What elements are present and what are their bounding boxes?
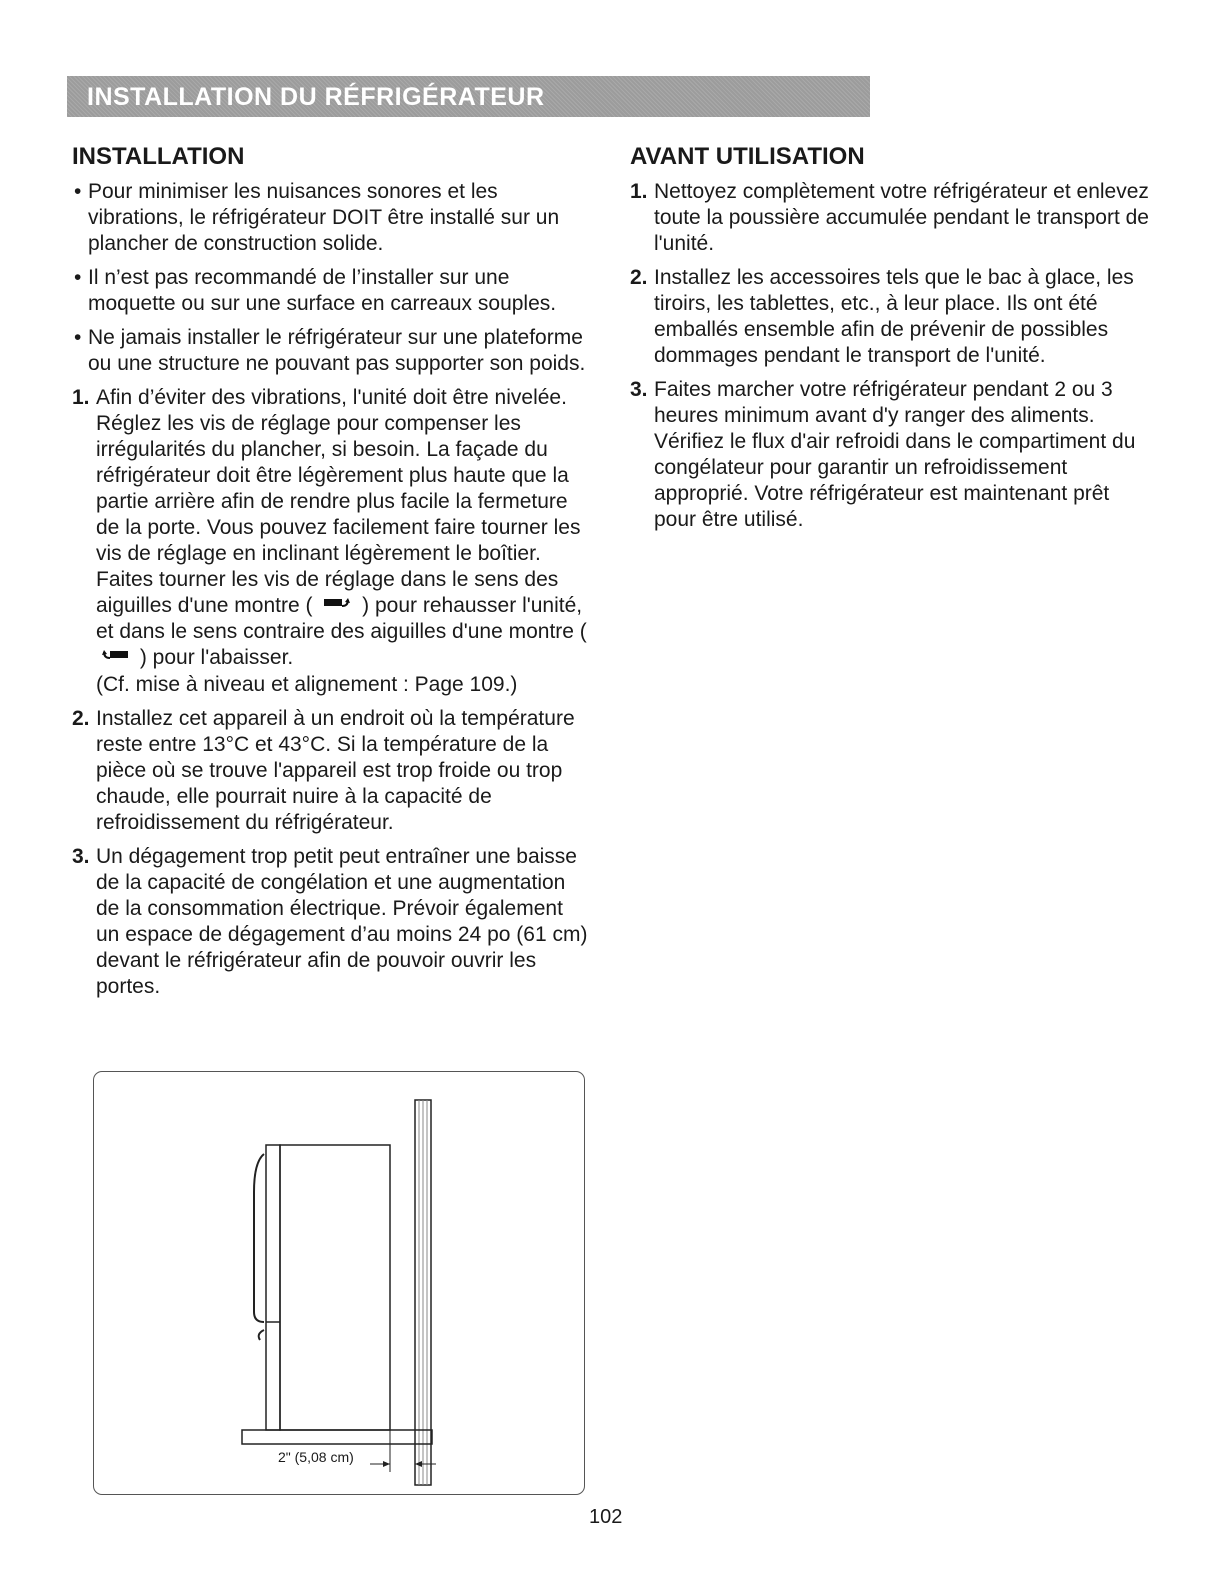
bullet-text: Pour minimiser les nuisances sonores et les vibrations, le réfrigérateur DOIT être installé sur un plancher de construction solide. [88, 180, 560, 255]
numbered-item [72, 385, 592, 698]
clearance-diagram [93, 1071, 585, 1495]
section-banner [67, 76, 870, 117]
page-number: 102 [589, 1506, 623, 1528]
numbered-item [630, 377, 1150, 533]
installation-column [72, 143, 592, 1008]
banner-title: INSTALLATION DU RÉFRIGÉRATEUR [87, 83, 545, 111]
numbered-item [72, 706, 592, 836]
item-number: 1. [630, 180, 648, 203]
item-text: Installez cet appareil à un endroit où la température reste entre 13°C et 43°C. Si la température de la pièce où se trouve l'appareil est trop froide ou trop chaude, elle pourrait nuire à la capacité de refroidissement du réfrigérateur. [96, 706, 575, 834]
item-text: Nettoyez complètement votre réfrigérateur et enlevez toute la poussière accumulée pendant le transport de l'unité. [654, 180, 1149, 255]
installation-heading: INSTALLATION [72, 143, 245, 170]
item-number: 3. [72, 844, 90, 868]
clearance-dimension-label: 2" (5,08 cm) [278, 1449, 354, 1465]
bullet-text: Ne jamais installer le réfrigérateur sur une plateforme ou une structure ne pouvant pas supporter son poids. [88, 326, 586, 375]
bullet-dot: • [74, 326, 82, 349]
bullet-text: Il n’est pas recommandé de l’installer sur une moquette ou sur une surface en carreaux souples. [88, 266, 557, 315]
numbered-item [630, 265, 1150, 369]
bullet-item [72, 179, 592, 257]
item-text: Installez les accessoires tels que le bac à glace, les tiroirs, les tablettes, etc., à leur place. Ils ont été emballés ensemble afin de prévenir de possibles dommages pendant le transport de l'unité. [654, 266, 1134, 367]
bullet-item [72, 265, 592, 317]
item-text-part: ) pour l'abaisser. [139, 646, 294, 670]
numbered-item [630, 179, 1150, 257]
item-text-part: Afin d’éviter des vibrations, l'unité doit être nivelée. Réglez les vis de réglage pour compenser les irrégularités du plancher, si besoin. La façade du réfrigérateur doit être légèrement plus haute que la partie arrière afin de rendre plus facile la fermeture de la porte. Vous pouvez facilement faire tourner les vis de réglage en inclinant légèrement le boîtier. Faites tourner les vis de réglage dans le sens des aiguilles d'une montre ( [96, 386, 581, 617]
clockwise-rotation-icon [318, 593, 356, 619]
bullet-dot: • [74, 266, 82, 289]
item-text: Faites marcher votre réfrigérateur pendant 2 ou 3 heures minimum avant d'y ranger des aliments. Vérifiez le flux d'air refroidi dans le compartiment du congélateur pour garantir un refroidissement approprié. Votre réfrigérateur est maintenant prêt pour être utilisé. [654, 378, 1136, 531]
avant-utilisation-column [630, 143, 1150, 541]
page-reference: (Cf. mise à niveau et alignement : Page 109.) [96, 672, 518, 696]
bullet-item [72, 325, 592, 377]
item-number: 3. [630, 378, 648, 401]
avant-utilisation-heading: AVANT UTILISATION [630, 143, 865, 170]
item-number: 1. [72, 386, 90, 409]
refrigerator-side-view-drawing [94, 1072, 584, 1494]
item-number: 2. [630, 266, 648, 289]
numbered-item [72, 844, 592, 1000]
counterclockwise-rotation-icon [96, 646, 134, 672]
item-text-part: ) pour rehausser l'unité, et dans le sens contraire des aiguilles d'une montre ( [96, 594, 587, 644]
item-number: 2. [72, 706, 90, 730]
bullet-dot: • [74, 180, 82, 203]
item-text: Un dégagement trop petit peut entraîner une baisse de la capacité de congélation et une augmentation de la consommation électrique. Prévoir également un espace de dégagement d’au moins 24 po (61 cm) devant le réfrigérateur afin de pouvoir ouvrir les portes. [96, 844, 588, 998]
